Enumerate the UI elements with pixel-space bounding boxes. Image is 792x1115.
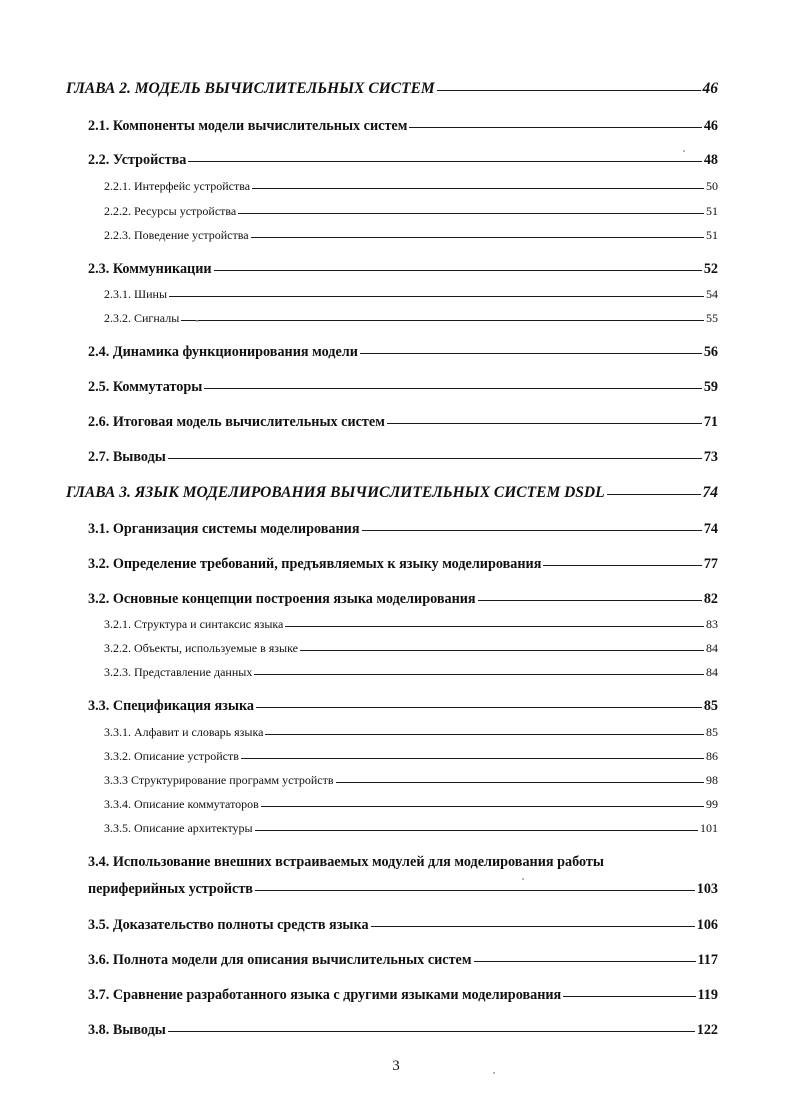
- toc-entry-page: 59: [703, 379, 718, 395]
- toc-subsection-3-2-2: [104, 641, 718, 656]
- toc-leader-line: [360, 353, 702, 354]
- toc-entry-page: 71: [703, 414, 718, 430]
- toc-entry-page: 85: [703, 698, 718, 714]
- toc-entry-page: 84: [706, 665, 718, 679]
- toc-entry-title: 3.2. Основные концепции построения языка моделирования: [88, 591, 476, 607]
- toc-section-2-1: [88, 118, 718, 135]
- toc-entry-title: 3.3.5. Описание архитектуры: [104, 821, 253, 835]
- toc-entry-title: 3.2.2. Объекты, используемые в языке: [104, 641, 298, 655]
- toc-subsection-3-3-2: [104, 749, 718, 764]
- toc-leader-line: [387, 423, 702, 424]
- toc-leader-line: [255, 830, 698, 831]
- toc-entry-page: 85: [706, 725, 718, 739]
- toc-subsection-2-2-1: [104, 179, 718, 194]
- toc-leader-line: [168, 1031, 695, 1032]
- toc-entry-page: 98: [706, 773, 718, 787]
- toc-section-2-5: [88, 379, 718, 396]
- toc-section-3-5: [88, 917, 718, 934]
- toc-entry-page: 56: [703, 344, 718, 360]
- toc-leader-line: [543, 565, 701, 566]
- toc-entry-page: 46: [702, 80, 718, 97]
- toc-entry-title: периферийных устройств: [88, 881, 253, 897]
- toc-entry-title: 3.3.1. Алфавит и словарь языка: [104, 725, 264, 739]
- toc-leader-line: [188, 161, 701, 162]
- toc-leader-line: [300, 650, 704, 651]
- toc-entry-page: 52: [703, 261, 718, 277]
- toc-entry-title: 2.7. Выводы: [88, 449, 166, 465]
- toc-entry-title: 3.3.4. Описание коммутаторов: [104, 797, 259, 811]
- toc-entry-page: 82: [703, 591, 718, 607]
- page-number: 3: [392, 1058, 400, 1074]
- toc-entry-page: 117: [697, 952, 718, 968]
- toc-entry-title: 3.2.1. Структура и синтаксис языка: [104, 617, 284, 631]
- toc-section-2-6: [88, 414, 718, 431]
- toc-subsection-3-3-4: [104, 797, 718, 812]
- toc-subsection-2-3-1: [104, 287, 718, 302]
- toc-entry-title: 3.8. Выводы: [88, 1022, 166, 1038]
- toc-chapter-3: [66, 484, 718, 502]
- toc-entry-page: 106: [696, 917, 718, 933]
- toc-section-3-7: [88, 987, 718, 1004]
- scan-speck: [196, 320, 198, 322]
- toc-entry-title: 2.2.2. Ресурсы устройства: [104, 204, 237, 218]
- toc-entry-title: 3.3. Спецификация языка: [88, 698, 255, 714]
- toc-entry-page: 103: [696, 881, 718, 897]
- toc-leader-line: [437, 90, 701, 91]
- toc-leader-line: [371, 926, 695, 927]
- toc-leader-line: [336, 782, 705, 783]
- toc-entry-title: 3.2. Определение требований, предъявляемых к языку моделирования: [88, 556, 542, 572]
- toc-subsection-2-3-2: [104, 311, 718, 326]
- toc-section-2-3: [88, 261, 718, 278]
- toc-leader-line: [265, 734, 704, 735]
- toc-chapter-2: [66, 80, 718, 98]
- toc-entry-page: 51: [706, 228, 718, 242]
- toc-entry-page: 83: [706, 617, 718, 631]
- toc-subsection-2-2-3: [104, 228, 718, 243]
- toc-leader-line: [252, 188, 704, 189]
- toc-entry-title: 3.6. Полнота модели для описания вычислительных систем: [88, 952, 472, 968]
- toc-leader-line: [169, 296, 704, 297]
- toc-entry-title: 2.5. Коммутаторы: [88, 379, 203, 395]
- toc-leader-line: [241, 758, 704, 759]
- toc-entry-title: 2.3.1. Шины: [104, 287, 168, 301]
- toc-entry-title: 2.3.2. Сигналы: [104, 311, 180, 325]
- toc-entry-title: 2.4. Динамика функционирования модели: [88, 344, 358, 360]
- toc-leader-line: [255, 890, 695, 891]
- toc-entry-title: ГЛАВА 3. ЯЗЫК МОДЕЛИРОВАНИЯ ВЫЧИСЛИТЕЛЬНЫХ СИСТЕМ DSDL: [66, 484, 605, 501]
- toc-leader-line: [261, 806, 704, 807]
- toc-section-2-4: [88, 344, 718, 361]
- toc-subsection-3-2-3: [104, 665, 718, 680]
- toc-subsection-3-2-1: [104, 617, 718, 632]
- toc-leader-line: [168, 458, 702, 459]
- scan-speck: [493, 1072, 495, 1074]
- toc-leader-line: [214, 270, 702, 271]
- toc-entry-page: 74: [702, 484, 718, 501]
- toc-leader-line: [254, 674, 704, 675]
- toc-leader-line: [362, 530, 702, 531]
- toc-entry-page: 86: [706, 749, 718, 763]
- toc-section-3-2-requirements: [88, 556, 718, 573]
- toc-leader-line: [238, 213, 704, 214]
- toc-entry-page: 84: [706, 641, 718, 655]
- toc-section-3-4-line1: 3.4. Использование внешних встраиваемых модулей для моделирования работы: [88, 854, 604, 870]
- toc-entry-page: 55: [706, 311, 718, 325]
- toc-entry-page: 46: [703, 118, 718, 134]
- scan-speck: [522, 878, 524, 880]
- toc-section-3-2-concepts: [88, 591, 718, 608]
- toc-leader-line: [181, 320, 704, 321]
- toc-leader-line: [607, 494, 701, 495]
- toc-entry-page: 54: [706, 287, 718, 301]
- toc-entry-title: 3.3.3 Структурирование программ устройств: [104, 773, 334, 787]
- toc-entry-page: 77: [703, 556, 718, 572]
- toc-entry-page: 74: [703, 521, 718, 537]
- toc-subsection-3-3-5: [104, 821, 718, 836]
- toc-entry-page: 122: [696, 1022, 718, 1038]
- toc-section-3-1: [88, 521, 718, 538]
- toc-entry-page: 99: [706, 797, 718, 811]
- toc-entry-title: 2.1. Компоненты модели вычислительных систем: [88, 118, 408, 134]
- toc-section-3-6: [88, 952, 718, 969]
- toc-entry-title: 2.2.3. Поведение устройства: [104, 228, 249, 242]
- toc-section-3-8: [88, 1022, 718, 1039]
- toc-entry-title: 3.5. Доказательство полноты средств языка: [88, 917, 369, 933]
- toc-leader-line: [256, 707, 702, 708]
- toc-leader-line: [474, 961, 696, 962]
- toc-entry-title: ГЛАВА 2. МОДЕЛЬ ВЫЧИСЛИТЕЛЬНЫХ СИСТЕМ: [66, 80, 435, 97]
- toc-subsection-2-2-2: [104, 204, 718, 219]
- toc-entry-title: 2.2.1. Интерфейс устройства: [104, 179, 251, 193]
- toc-section-2-7: [88, 449, 718, 466]
- toc-entry-page: 50: [706, 179, 718, 193]
- toc-entry-title: 3.7. Сравнение разработанного языка с другими языками моделирования: [88, 987, 562, 1003]
- toc-entry-title: 2.2. Устройства: [88, 152, 187, 168]
- toc-entry-title: 2.3. Коммуникации: [88, 261, 212, 277]
- toc-entry-title: 3.3.2. Описание устройств: [104, 749, 239, 763]
- toc-entry-title: 2.6. Итоговая модель вычислительных систем: [88, 414, 385, 430]
- toc-leader-line: [563, 996, 695, 997]
- toc-leader-line: [285, 626, 704, 627]
- toc-entry-title: 3.2.3. Представление данных: [104, 665, 253, 679]
- toc-section-2-2: [88, 152, 718, 169]
- toc-leader-line: [251, 237, 704, 238]
- toc-leader-line: [478, 600, 702, 601]
- toc-entry-page: 51: [706, 204, 718, 218]
- toc-leader-line: [204, 388, 701, 389]
- toc-entry-page: 101: [700, 821, 718, 835]
- toc-subsection-3-3-3: [104, 773, 718, 788]
- toc-entry-page: 73: [703, 449, 718, 465]
- toc-entry-title: 3.1. Организация системы моделирования: [88, 521, 360, 537]
- scan-speck: [683, 150, 685, 152]
- toc-leader-line: [409, 127, 701, 128]
- toc-entry-page: 119: [697, 987, 718, 1003]
- toc-subsection-3-3-1: [104, 725, 718, 740]
- toc-section-3-4: [88, 881, 718, 898]
- toc-section-3-3: [88, 698, 718, 715]
- toc-entry-page: 48: [703, 152, 718, 168]
